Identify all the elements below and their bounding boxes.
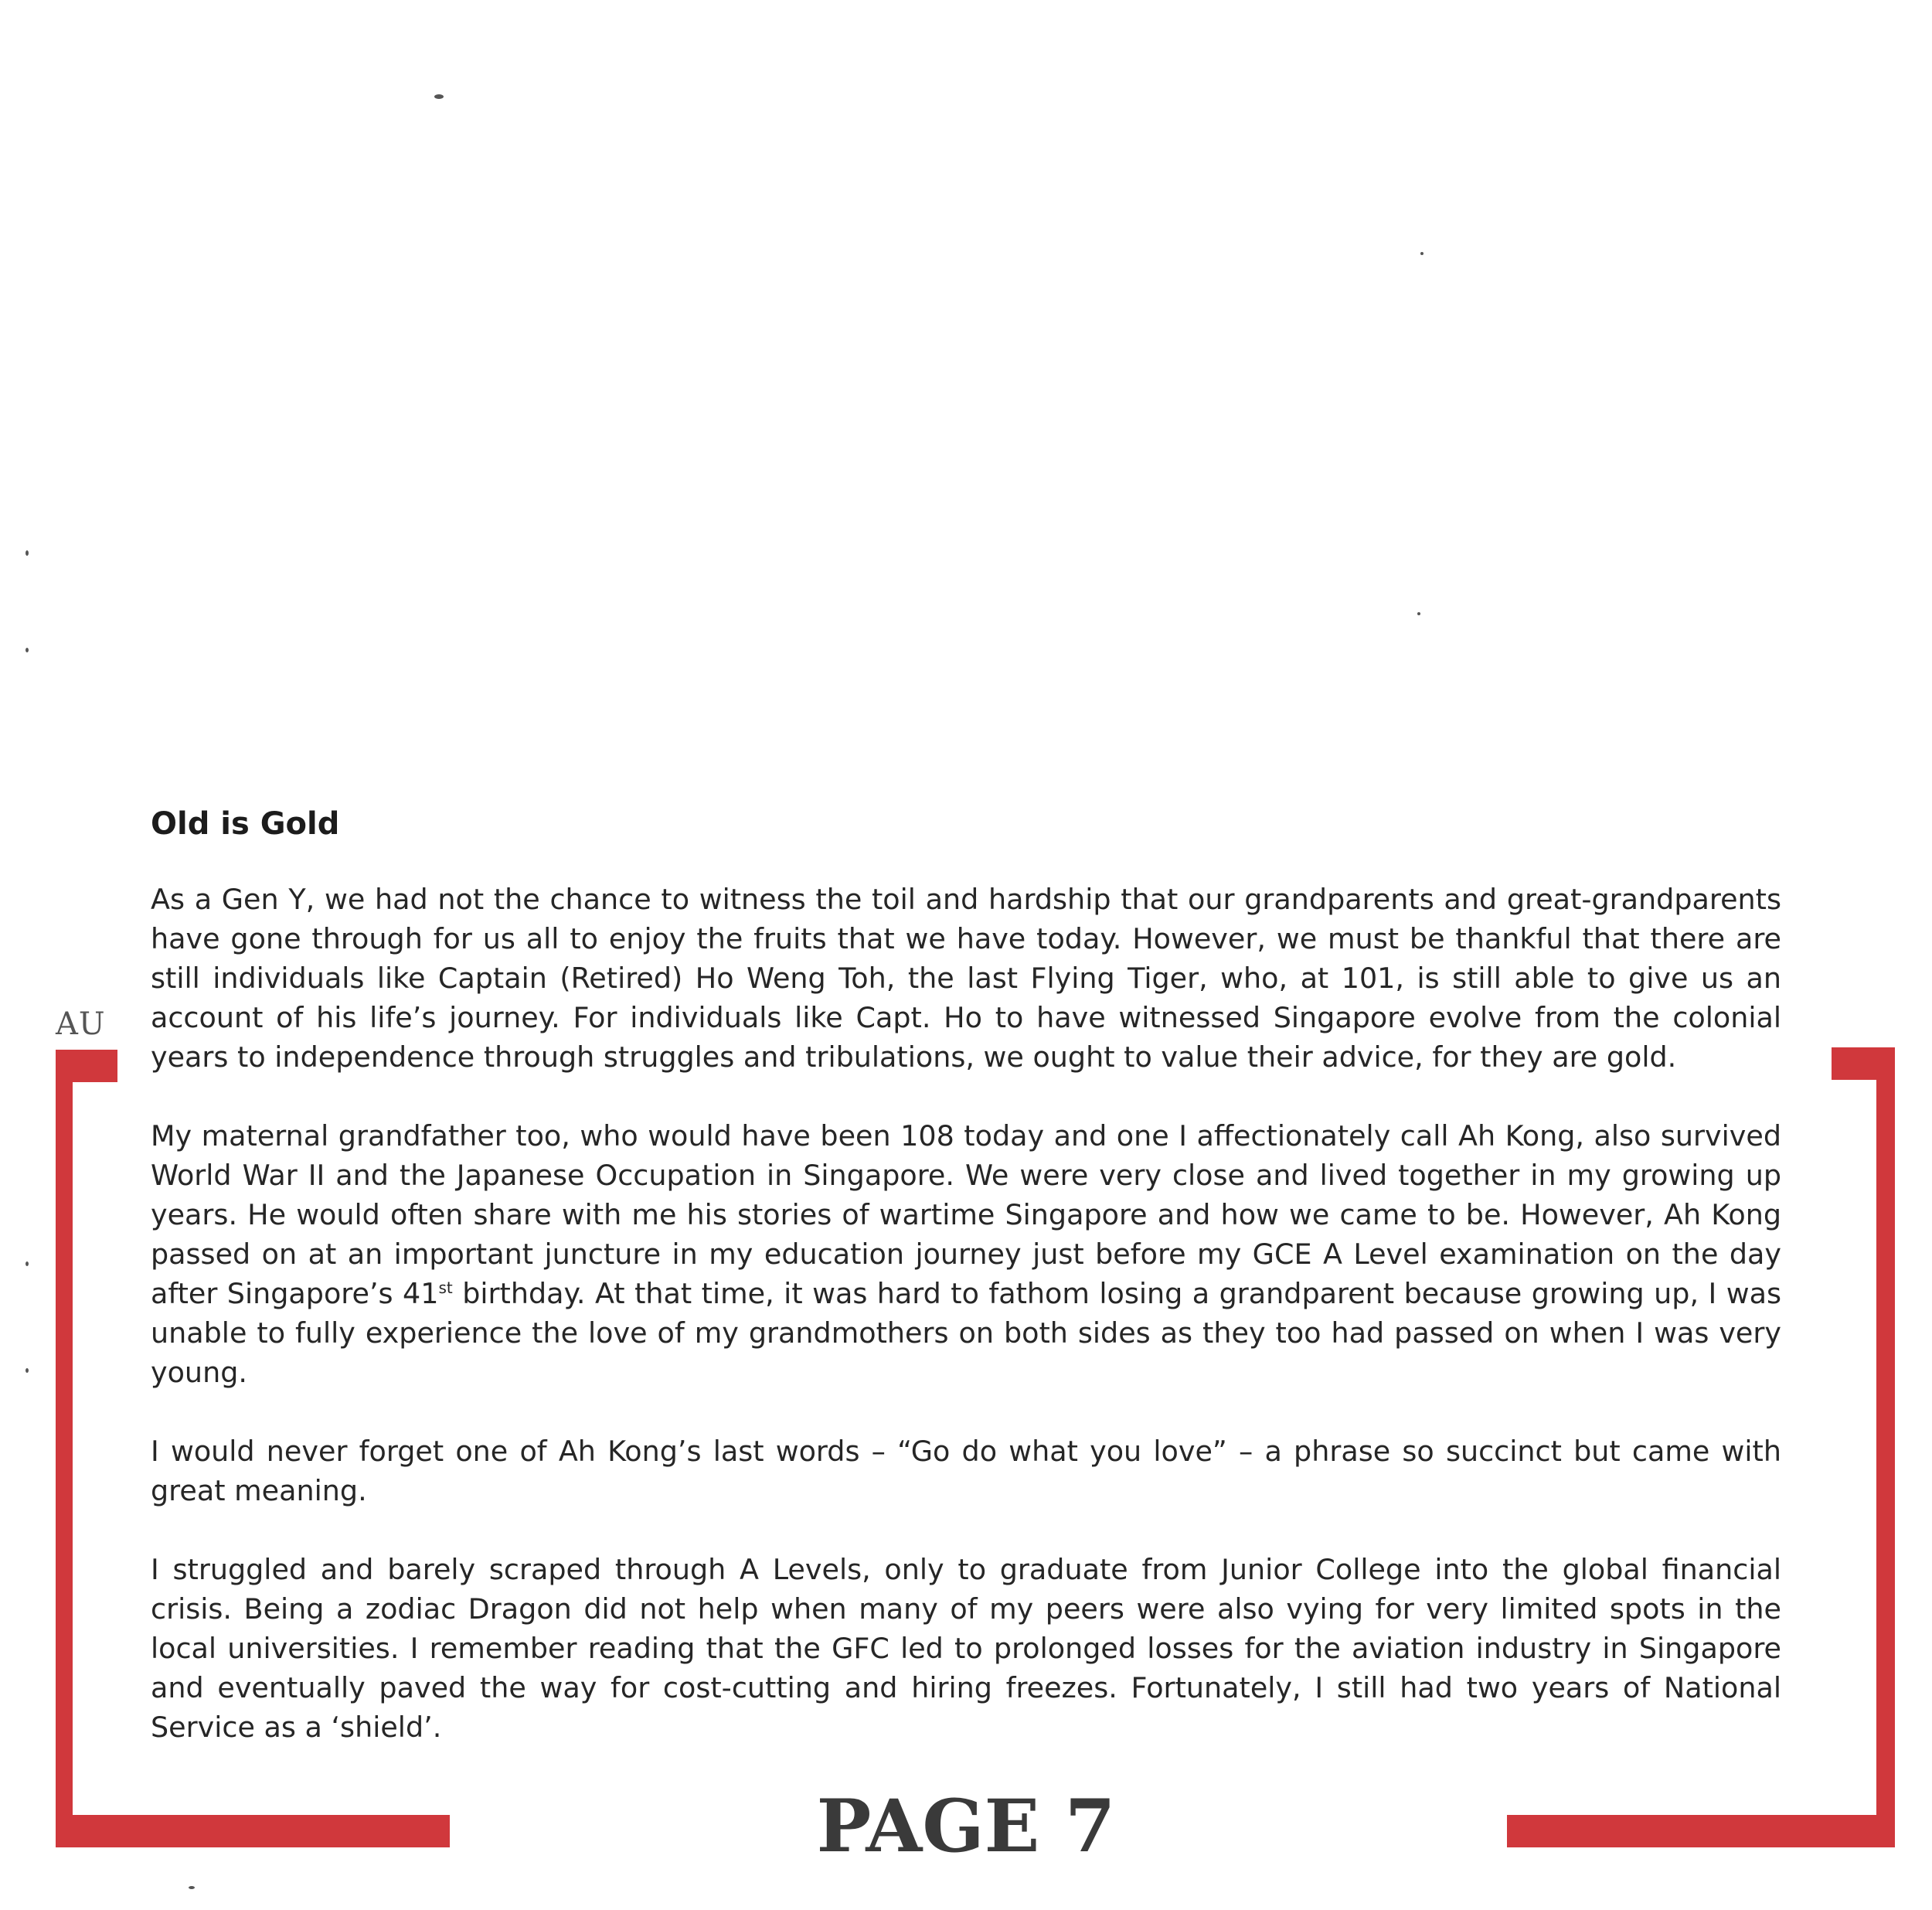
scan-speck [1417, 612, 1420, 615]
scan-speck [434, 94, 444, 99]
scan-speck [26, 1368, 29, 1373]
article-paragraph: I would never forget one of Ah Kong’s last words – “Go do what you love” – a phrase so succinct but came with great meaning. [151, 1435, 1781, 1507]
side-label: AU [56, 1006, 106, 1042]
ordinal-suffix: st [438, 1278, 453, 1297]
scan-speck [189, 1886, 195, 1889]
article-paragraph: As a Gen Y, we had not the chance to witness the toil and hardship that our grandparents and great-grandparents have gone through for us all to enjoy the fruits that we have today. However, we must be thankful that there are still individuals like Captain (Retired) Ho Weng Toh, the last Flying Tiger, who, at 101, is still able to give us an account of his life’s journey. For individuals like Capt. Ho to have witnessed Singapore evolve from the colonial years to independence through struggles and tribulations, we ought to value their advice, for they are gold. [151, 883, 1781, 1074]
article-paragraph: I struggled and barely scraped through A Levels, only to graduate from Junior College into the global financial crisis. Being a zodiac Dragon did not help when many of my peers were also vying for very limited spots in the local universities. I remember reading that the GFC led to prolonged losses for the aviation industry in Singapore and eventually paved the way for cost-cutting and hiring freezes. Fortunately, I still had two years of National Service as a ‘shield’. [151, 1553, 1781, 1744]
scan-speck [26, 648, 29, 652]
page-number: PAGE 7 [816, 1784, 1116, 1869]
article-paragraph: My maternal grandfather too, who would have been 108 today and one I affectionately call Ah Kong, also survived World War II and the Japanese Occupation in Singapore. We were very close and lived together in my growing up years. He would often share with me his stories of wartime Singapore and how we came to be. However, Ah Kong passed on at an important juncture in my education journey just before my GCE A Level examination on the day after Singapore’s 41st birthday. At that time, it was hard to fathom losing a grandparent because growing up, I was unable to fully experience the love of my grandmothers on both sides as they too had passed on when I was very young. [151, 1119, 1781, 1389]
article [151, 801, 1781, 1786]
scan-speck [1420, 252, 1423, 255]
article-title: Old is Gold [151, 806, 340, 842]
scan-speck [26, 1261, 29, 1266]
scan-speck [26, 550, 29, 556]
